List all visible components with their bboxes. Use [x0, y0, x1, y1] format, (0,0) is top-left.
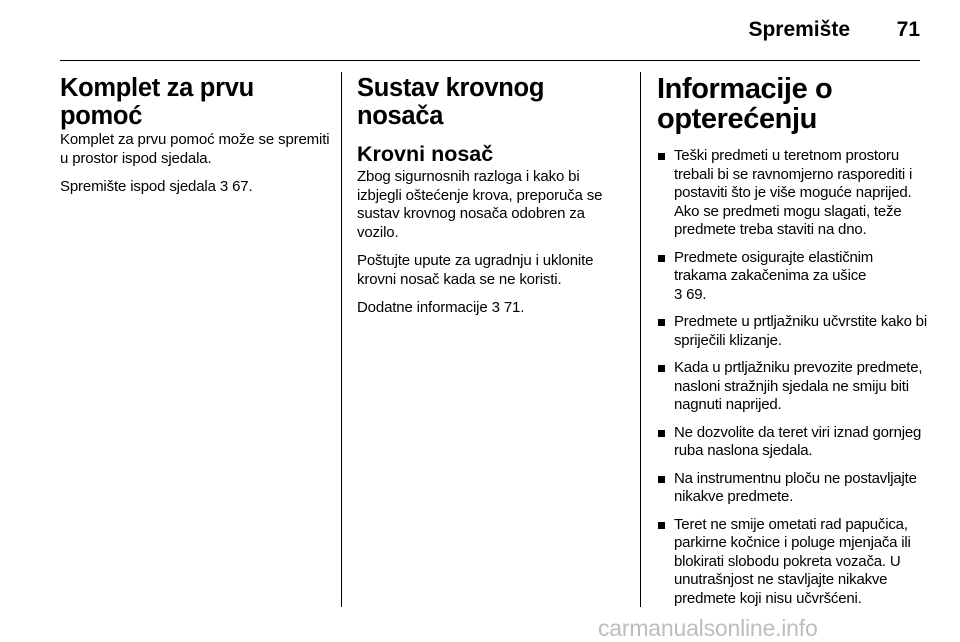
paragraph-roof-rack-instructions: Poštujte upute za ugradnju i uklonite krovni nosač kada se ne koristi. — [357, 252, 594, 288]
page-number: 71 — [896, 18, 920, 41]
bullet-square-icon — [658, 153, 665, 160]
bullet-square-icon — [658, 522, 665, 529]
header-rule — [60, 60, 920, 61]
bullet-square-icon — [658, 430, 665, 437]
list-item: Na instrumentnu ploču ne postavljajte nikakve predmete. — [657, 470, 927, 507]
list-item: Teret ne smije ometati rad papučica, parkirne kočnice i poluge mjenjača ili blokirati slobodu pokreta vozača. U unutrašnjost ne stavljajte nikakve predmete koji nisu učvršćeni. — [657, 516, 927, 609]
column-first-aid — [60, 74, 330, 207]
underseat-storage-text: Spremište ispod sjedala — [60, 178, 220, 195]
list-item: Ne dozvolite da teret viri iznad gornjeg ruba naslona sjedala. — [657, 424, 927, 461]
paragraph-underseat-storage: Spremište ispod sjedala 3 67. — [60, 178, 253, 195]
bullet-square-icon — [658, 476, 665, 483]
loading-guidelines-list — [657, 147, 927, 608]
page-reference-icon: 3 — [491, 299, 500, 316]
column-divider-2 — [640, 72, 641, 607]
paragraph-roof-rack-safety: Zbog sigurnosnih razloga i kako bi izbjegli oštećenje krova, preporuča se sustav krovnog nosača odobren za vozilo. — [357, 168, 603, 241]
list-item: Predmete osigurajte elastičnim trakama zakačenima za ušice 3 69. — [657, 249, 927, 305]
page-reference-link[interactable]: 71 — [503, 299, 521, 316]
paragraph-first-aid-kit: Komplet za prvu pomoć može se spremiti u prostor ispod sjedala. — [60, 131, 330, 167]
paragraph-additional-info: Dodatne informacije 3 71. — [357, 299, 525, 316]
watermark: carmanualsonline.info — [598, 615, 818, 641]
page-reference-icon: 3 — [219, 178, 229, 195]
column-divider-1 — [341, 72, 342, 607]
bullet-square-icon — [658, 319, 665, 326]
list-item: Predmete u prtljažniku učvrstite kako bi spriječili klizanje. — [657, 313, 927, 350]
heading-roof-rack-system: Sustav krovnog nosača — [357, 74, 545, 130]
list-item: Kada u prtljažniku prevozite predmete, nasloni stražnjih sjedala ne smiju biti nagnuti naprijed. — [657, 359, 927, 415]
heading-loading-information: Informacije o opterećenju — [657, 73, 833, 135]
subheading-roof-rack: Krovni nosač — [357, 142, 494, 166]
page-reference-link[interactable]: 69 — [686, 285, 703, 303]
bullet-square-icon — [658, 365, 665, 372]
bullet-square-icon — [658, 255, 665, 262]
column-roof-rack — [357, 74, 627, 328]
heading-first-aid-kit: Komplet za prvu pomoć — [60, 74, 254, 130]
page-reference-link[interactable]: 67 — [232, 178, 249, 195]
list-item: Teški predmeti u teretnom prostoru trebali bi se ravnomjerno rasporediti i postaviti što je više moguće naprijed. Ako se predmeti mogu slagati, teže predmete treba staviti na dno. — [657, 147, 927, 240]
page-reference-icon: 3 — [674, 285, 683, 303]
column-loading-info — [657, 74, 927, 617]
additional-info-text: Dodatne informacije — [357, 299, 492, 316]
running-header-title: Spremište — [748, 18, 850, 41]
